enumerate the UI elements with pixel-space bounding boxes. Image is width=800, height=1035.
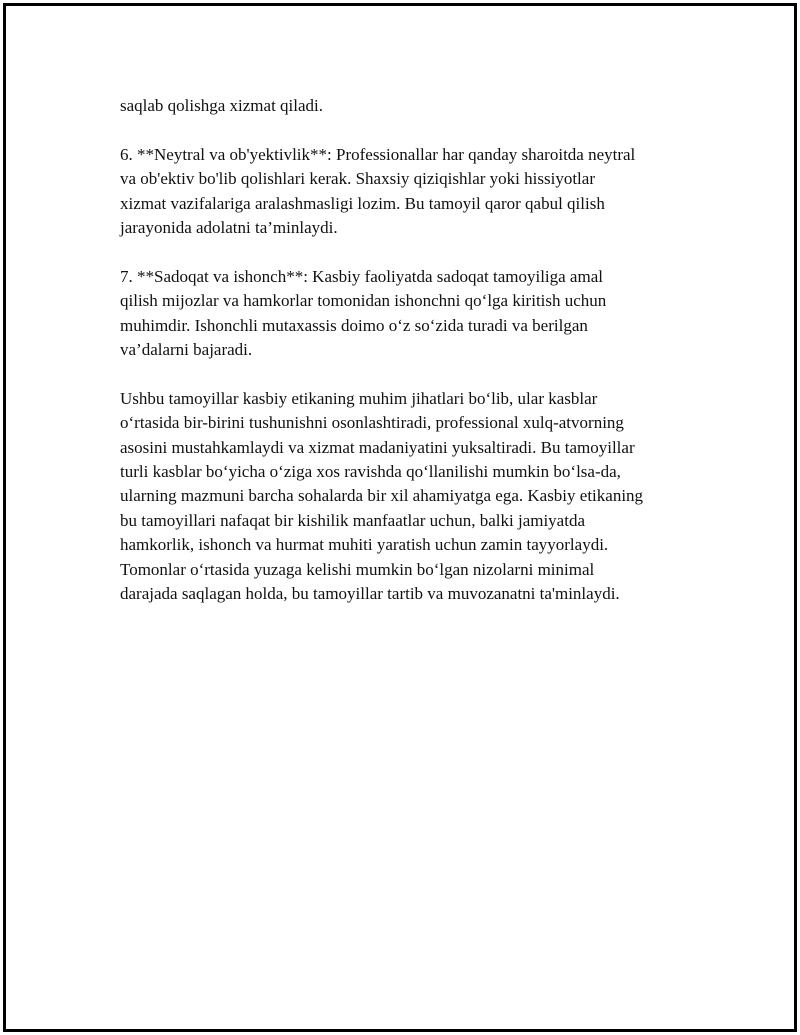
paragraph-loyalty-trust: 7. **Sadoqat va ishonch**: Kasbiy faoliyatda sadoqat tamoyiliga amal qilish mijozlar va hamkorlar tomonidan ishonchni qo‘lga kiritish uchun muhimdir. Ishonchli mutaxassis doimo o‘z so‘zida turadi va berilgan va’dalarni bajaradi. bbox=[120, 266, 607, 360]
paragraph-neutrality-objectivity: 6. **Neytral va ob'yektivlik**: Professionallar har qanday sharoitda neytral va ob'ektiv bo'lib qolishlari kerak. Shaxsiy qiziqishlar yoki hissiyotlar xizmat vazifalariga aralashmasligi lozim. Bu tamoyil qaror qabul qilish jarayonida adolatni ta’minlaydi. bbox=[120, 144, 636, 238]
document-body bbox=[120, 94, 700, 631]
paragraph-continuation: saqlab qolishga xizmat qiladi. bbox=[120, 96, 324, 115]
paragraph-conclusion: Ushbu tamoyillar kasbiy etikaning muhim jihatlari bo‘lib, ular kasblar o‘rtasida bir-birini tushunishni osonlashtiradi, professional xulq-atvorning asosini mustahkamlaydi va xizmat madaniyatini yuksaltiradi. Bu tamoyillar turli kasblar bo‘yicha o‘ziga xos ravishda qo‘llanilishi mumkin bo‘lsa-da, ularning mazmuni barcha sohalarda bir xil ahamiyatga ega. Kasbiy etikaning bu tamoyillari nafaqat bir kishilik manfaatlar uchun, balki jamiyatda hamkorlik, ishonch va hurmat muhiti yaratish uchun zamin tayyorlaydi. Tomonlar o‘rtasida yuzaga kelishi mumkin bo‘lgan nizolarni minimal darajada saqlagan holda, bu tamoyillar tartib va muvozanatni ta'minlaydi. bbox=[120, 388, 644, 604]
document-page bbox=[3, 3, 797, 1032]
